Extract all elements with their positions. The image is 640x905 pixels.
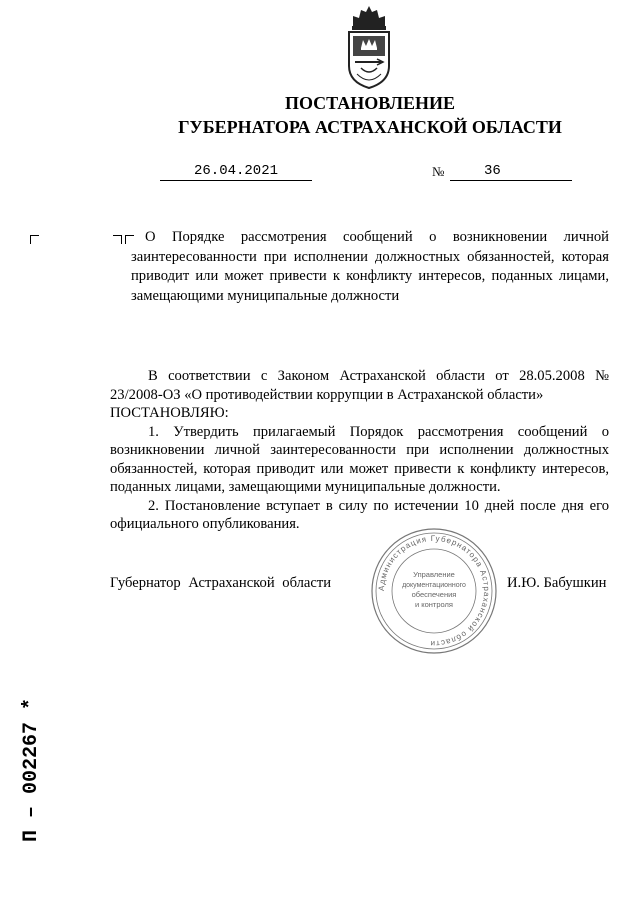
- document-subject: О Порядке рассмотрения сообщений о возникновении личной заинтересованности при исполнении должностных обязанностей, которая приводит или может привести к конфликту интересов, поданных лицами, замещающими муниципальные должности: [131, 229, 609, 304]
- registration-code-text: П – 002267 *: [20, 697, 43, 842]
- document-date: 26.04.2021: [160, 162, 312, 181]
- signatory-position: Губернатор Астраханской области: [110, 575, 332, 591]
- document-number: 36: [450, 162, 572, 181]
- subject-corner-mark-right: [113, 235, 122, 244]
- document-issuer: ГУБЕРНАТОРА АСТРАХАНСКОЙ ОБЛАСТИ: [178, 117, 562, 137]
- stamp-line-4: и контроля: [414, 600, 454, 609]
- stamp-line-1: Управление: [413, 570, 455, 579]
- document-body: [110, 367, 609, 534]
- coat-of-arms-icon: [341, 4, 397, 90]
- item-1: 1. Утвердить прилагаемый Порядок рассмотрения сообщений о возникновении личной заинтересованности при исполнении должностных обязанностей, которая приводит или может привести к конфликту интересов, поданных лицами, замещающими муниципальные должности.: [110, 423, 609, 495]
- preamble: В соответствии с Законом Астраханской области от 28.05.2008 № 23/2008-ОЗ «О противодействии коррупции в Астраханской области»: [110, 368, 609, 403]
- stamp-line-3: обеспечения: [411, 590, 457, 599]
- stamp-line-2: документационного: [402, 582, 466, 589]
- official-stamp: [370, 527, 498, 655]
- document-title: ПОСТАНОВЛЕНИЕ: [284, 93, 456, 113]
- number-label: №: [432, 164, 445, 179]
- item-2: 2. Постановление вступает в силу по истечении 10 дней после дня его официального опубликования.: [110, 497, 609, 532]
- resolve-heading: ПОСТАНОВЛЯЮ:: [110, 405, 229, 421]
- stamp-ring-text: Администрация Губернатора Астраханской области: [376, 533, 492, 649]
- signatory-name: И.Ю. Бабушкин: [507, 575, 607, 591]
- registration-code: [0, 690, 50, 850]
- margin-corner-mark: [30, 235, 39, 244]
